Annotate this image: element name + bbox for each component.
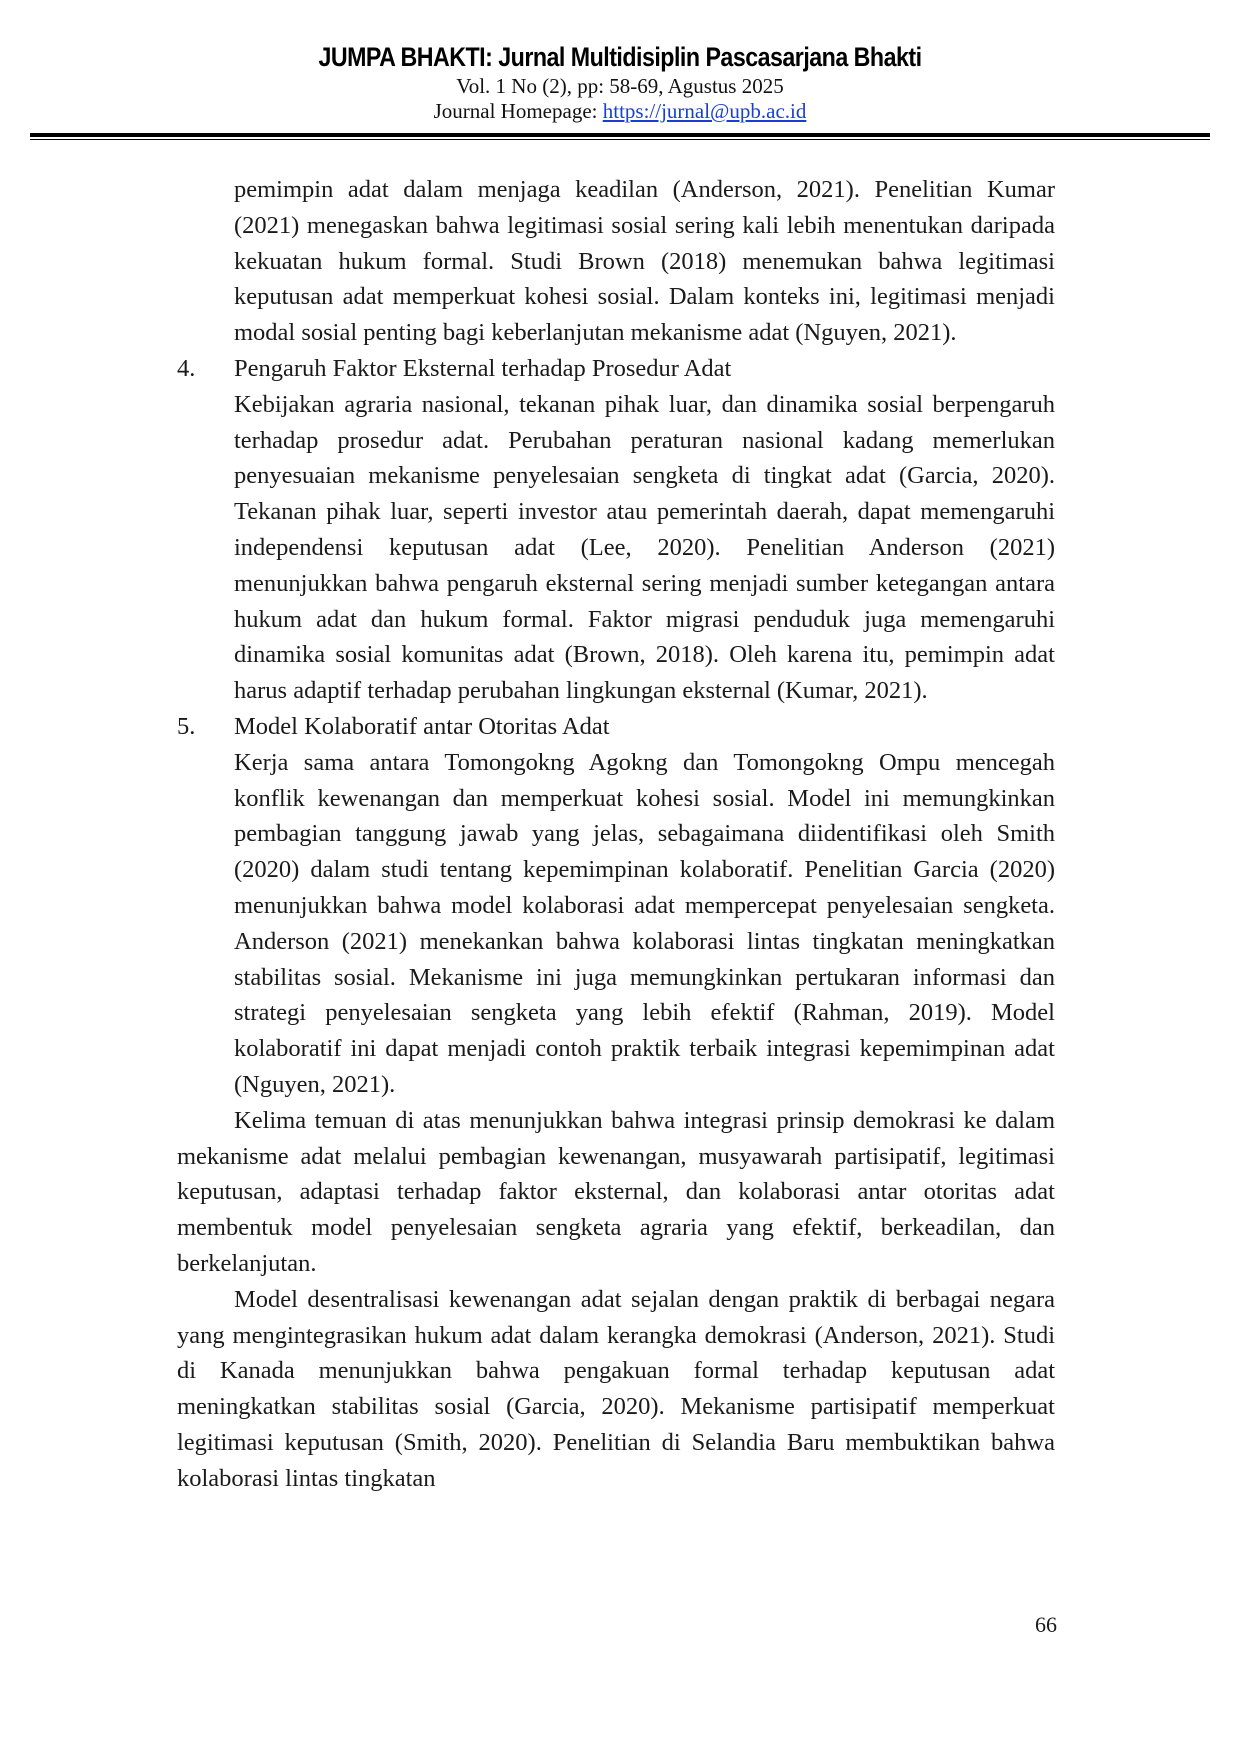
header-rule-thin — [30, 139, 1210, 140]
article-body — [177, 172, 1055, 1496]
homepage-label: Journal Homepage: — [433, 99, 603, 123]
journal-header — [0, 40, 1240, 124]
body-paragraph: Kelima temuan di atas menunjukkan bahwa integrasi prinsip demokrasi ke dalam mekanisme adat melalui pembagian kewenangan, musyawarah partisipatif, legitimasi keputusan, adaptasi terhadap faktor eksternal, dan kolaborasi antar otoritas adat membentuk model penyelesaian sengketa agraria yang efektif, berkeadilan, dan berkelanjutan. — [177, 1106, 1055, 1277]
homepage-link[interactable]: https://jurnal@upb.ac.id — [602, 99, 807, 123]
journal-title: JUMPA BHAKTI: Jurnal Multidisiplin Pascasarjana Bhakti — [318, 42, 922, 72]
list-item-text: Kerja sama antara Tomongokng Agokng dan Tomongokng Ompu mencegah konflik kewenangan dan memperkuat kohesi sosial. Model ini memungkinkan pembagian tanggung jawab yang jelas, sebagaimana diidentifikasi oleh Smith (2020) dalam studi tentang kepemimpinan kolaboratif. Penelitian Garcia (2020) menunjukkan bahwa model kolaborasi adat mempercepat penyelesaian sengketa. Anderson (2021) menekankan bahwa kolaborasi lintas tingkatan meningkatkan stabilitas sosial. Mekanisme ini juga memungkinkan pertukaran informasi dan strategi penyelesaian sengketa yang lebih efektif (Rahman, 2019). Model kolaboratif ini dapat menjadi contoh praktik terbaik integrasi kepemimpinan adat (Nguyen, 2021). — [234, 748, 1055, 1098]
volume-line: Vol. 1 No (2), pp: 58-69, Agustus 2025 — [456, 74, 784, 98]
list-item-heading — [177, 351, 1055, 387]
list-item-number: 5. — [177, 712, 196, 740]
header-rule-thick — [30, 133, 1210, 137]
list-item-title: Model Kolaboratif antar Otoritas Adat — [234, 712, 610, 740]
continued-paragraph: pemimpin adat dalam menjaga keadilan (Anderson, 2021). Penelitian Kumar (2021) menegaskan bahwa legitimasi sosial sering kali lebih menentukan daripada kekuatan hukum formal. Studi Brown (2018) menemukan bahwa legitimasi keputusan adat memperkuat kohesi sosial. Dalam konteks ini, legitimasi menjadi modal sosial penting bagi keberlanjutan mekanisme adat (Nguyen, 2021). — [234, 176, 1055, 347]
page-number: 66 — [1035, 1612, 1057, 1637]
homepage-line — [0, 99, 1240, 124]
list-item-title: Pengaruh Faktor Eksternal terhadap Prosedur Adat — [234, 354, 732, 382]
body-paragraph: Model desentralisasi kewenangan adat sejalan dengan praktik di berbagai negara yang mengintegrasikan hukum adat dalam kerangka demokrasi (Anderson, 2021). Studi di Kanada menunjukkan bahwa pengakuan formal terhadap keputusan adat meningkatkan stabilitas sosial (Garcia, 2020). Mekanisme partisipatif memperkuat legitimasi keputusan (Smith, 2020). Penelitian di Selandia Baru membuktikan bahwa kolaborasi lintas tingkatan — [177, 1285, 1055, 1492]
list-item-heading — [177, 709, 1055, 745]
list-item-number: 4. — [177, 354, 196, 382]
list-item-text: Kebijakan agraria nasional, tekanan pihak luar, dan dinamika sosial berpengaruh terhadap prosedur adat. Perubahan peraturan nasional kadang memerlukan penyesuaian mekanisme penyelesaian sengketa di tingkat adat (Garcia, 2020). Tekanan pihak luar, seperti investor atau pemerintah daerah, dapat memengaruhi independensi keputusan adat (Lee, 2020). Penelitian Anderson (2021) menunjukkan bahwa pengaruh eksternal sering menjadi sumber ketegangan antara hukum adat dan hukum formal. Faktor migrasi penduduk juga memengaruhi dinamika sosial komunitas adat (Brown, 2018). Oleh karena itu, pemimpin adat harus adaptif terhadap perubahan lingkungan eksternal (Kumar, 2021). — [234, 390, 1055, 705]
